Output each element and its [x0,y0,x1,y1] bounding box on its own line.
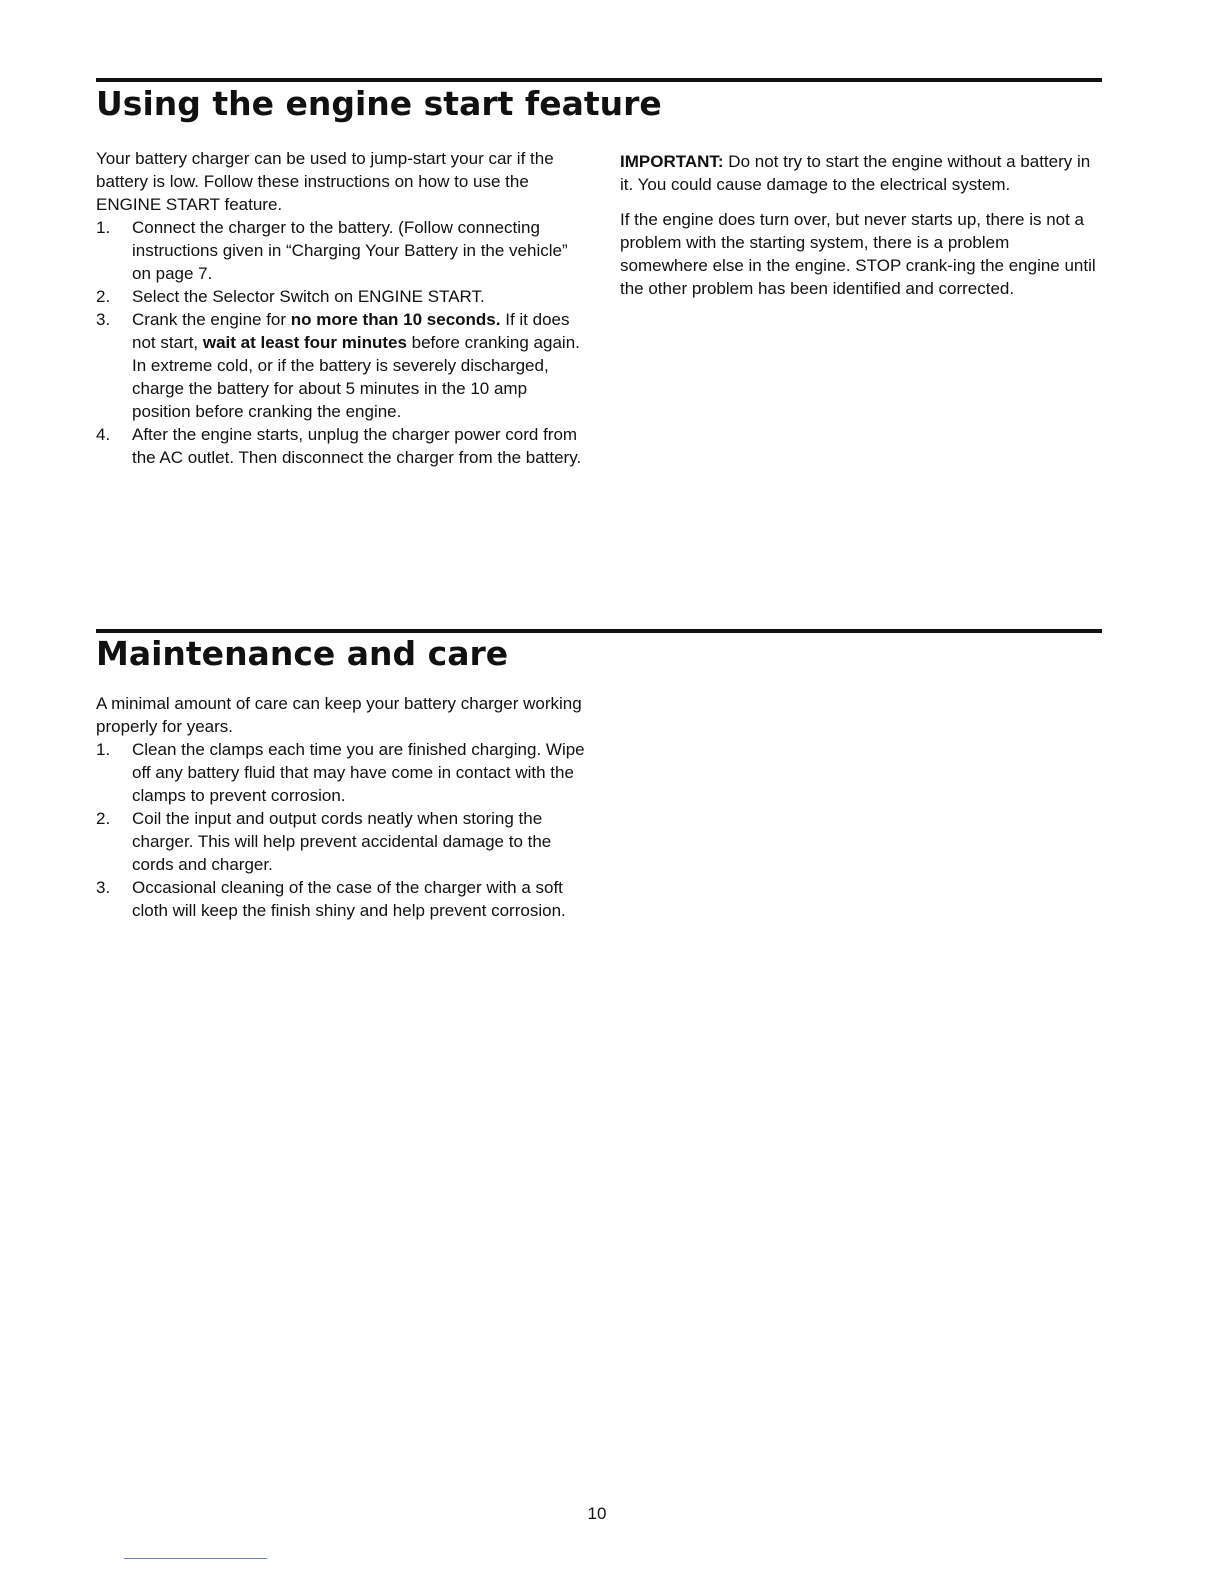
list-item [96,308,586,423]
step-number: 1. [96,218,111,237]
list-item [96,876,588,922]
list-item [96,285,586,308]
step-emphasis-seconds: no more than 10 seconds. [290,310,501,329]
list-item [96,807,588,876]
step-text-post: before cranking again. In extreme cold, or if the battery is severely discharged, charge the battery for about 5 minutes in the 10 amp position before cranking the engine. [132,333,580,421]
maintenance-heading: Maintenance and care [96,634,509,673]
engine-start-left-column [96,147,586,469]
important-label: IMPORTANT: [620,152,724,171]
engine-start-right-column [620,150,1100,300]
important-note [620,150,1100,196]
maintenance-intro: A minimal amount of care can keep your battery charger working properly for years. [96,694,582,736]
engine-turn-over-note: If the engine does turn over, but never starts up, there is not a problem with the starting system, there is a problem somewhere else in the engine. STOP crank-ing the engine until the other problem has been identified and corrected. [620,210,1096,298]
step-text: After the engine starts, unplug the charger power cord from the AC outlet. Then disconnect the charger from the battery. [132,425,582,467]
list-item [96,216,586,285]
engine-start-heading: Using the engine start feature [96,84,662,123]
step-text-pre: Crank the engine for [132,310,291,329]
step-number: 4. [96,425,111,444]
maintenance-steps [96,738,588,922]
step-text: Occasional cleaning of the case of the charger with a soft cloth will keep the finish shiny and help prevent corrosion. [132,878,566,920]
maintenance-column [96,692,588,922]
page-number: 10 [587,1504,607,1523]
list-item [96,423,586,469]
section-rule-maintenance [96,629,1102,633]
step-text: Connect the charger to the battery. (Follow connecting instructions given in “Charging Your Battery in the vehicle” on page 7. [132,218,568,283]
step-number: 1. [96,740,111,759]
step-number: 3. [96,310,111,329]
step-number: 3. [96,878,111,897]
step-text-mid: If it does not start, [132,310,570,352]
step-number: 2. [96,809,111,828]
section-rule-engine-start [96,78,1102,82]
step-text: Clean the clamps each time you are finished charging. Wipe off any battery fluid that may have come in contact with the clamps to prevent corrosion. [132,740,585,805]
step-number: 2. [96,287,111,306]
footer-divider [124,1558,267,1559]
engine-start-steps [96,216,586,469]
step-emphasis-wait: wait at least four minutes [202,333,407,352]
list-item [96,738,588,807]
step-text: Coil the input and output cords neatly when storing the charger. This will help prevent accidental damage to the cords and charger. [132,809,552,874]
engine-start-intro: Your battery charger can be used to jump-start your car if the battery is low. Follow these instructions on how to use the ENGINE START feature. [96,149,554,214]
step-text: Select the Selector Switch on ENGINE START. [132,287,485,306]
important-text: Do not try to start the engine without a battery in it. You could cause damage to the electrical system. [620,152,1091,194]
